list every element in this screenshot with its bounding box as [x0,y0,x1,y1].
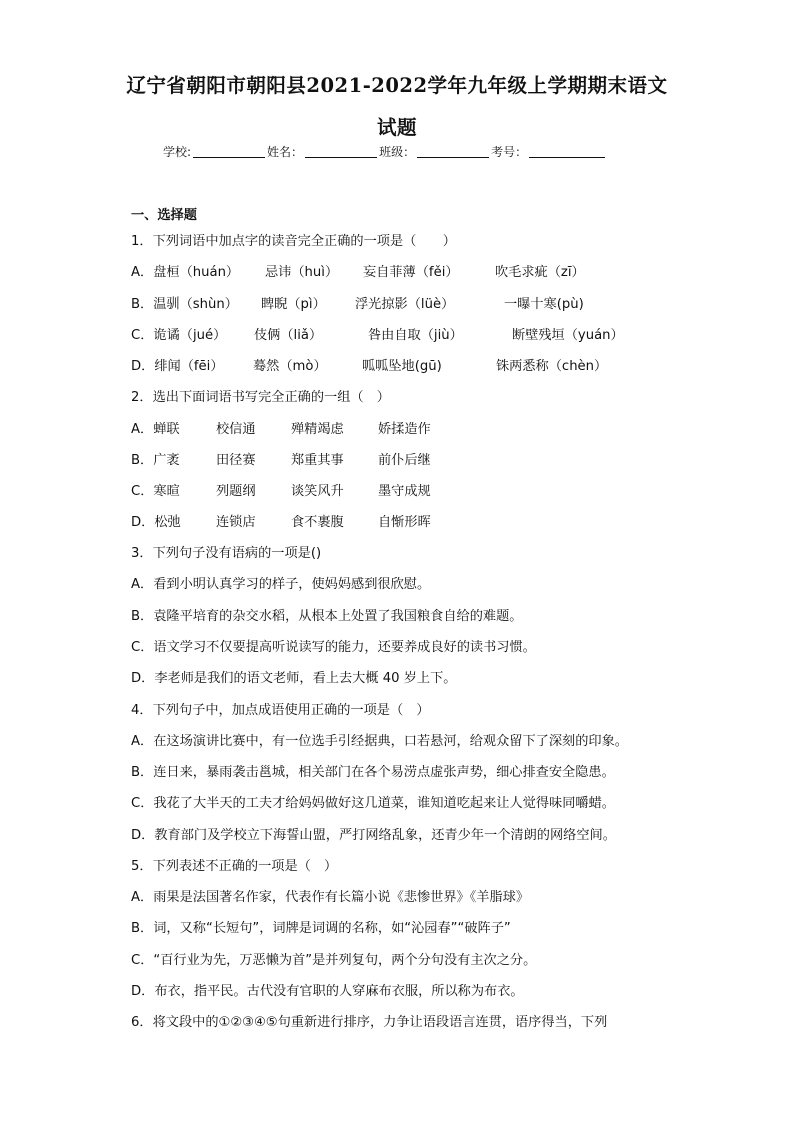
q1-d-item-4: 铢两悉称（chèn） [496,359,608,374]
question-1-stem: 1．下列词语中加点字的读音完全正确的一项是（ ） [131,234,456,249]
q2-a-item-2: 校信通 [216,422,256,437]
q2-d-item-3: 食不裹腹 [291,515,344,530]
name-blank[interactable] [305,145,377,158]
question-6-stem: 6．将文段中的①②③④⑤句重新进行排序，力争让语段语言连贯，语序得当，下列 [131,1015,608,1030]
q4-option-b: B．连日来，暴雨袭击邕城，相关部门在各个易涝点虚张声势，细心排查安全隐患。 [131,765,615,780]
q3-option-c: C．语文学习不仅要提高听说读写的能力，还要养成良好的读书习惯。 [131,640,536,655]
q2-a-item-1: A．蝉联 [131,422,180,437]
q1-b-item-1: B．温驯（shùn） [131,297,238,312]
question-4-stem: 4．下列句子中，加点成语使用正确的一项是（ ） [131,703,430,718]
student-info-line [163,143,607,160]
q2-a-item-4: 娇揉造作 [378,422,431,437]
q1-c-item-1: C．诡谲（jué） [131,328,227,343]
q2-d-item-1: D．松弛 [131,515,181,530]
class-blank[interactable] [417,145,489,158]
q2-b-item-4: 前仆后继 [378,453,431,468]
q5-option-c: C．“百行业为先，万恶懒为首”是并列复句，两个分句没有主次之分。 [131,953,537,968]
question-5-stem: 5．下列表述不正确的一项是（ ） [131,859,338,874]
class-label: 班级： [379,145,416,159]
q1-a-item-4: 吹毛求疵（zī） [495,265,585,280]
question-2-stem: 2．选出下面词语书写完全正确的一组（ ） [131,390,390,405]
q2-d-item-2: 连锁店 [216,515,256,530]
school-label: 学校: [163,145,192,159]
school-blank[interactable] [193,145,265,158]
q1-b-item-3: 浮光掠影（lüè） [355,297,455,312]
q5-option-b: B．词，又称“长短句”，词牌是词调的名称，如“沁园春”“破阵子” [131,921,511,936]
q4-option-d: D．教育部门及学校立下海誓山盟，严打网络乱象，还青少年一个清朗的网络空间。 [131,828,616,843]
q1-c-item-3: 咎由自取（jiù） [368,328,463,343]
q2-b-item-3: 郑重其事 [291,453,344,468]
q1-a-item-2: 忌讳（huì） [265,265,339,280]
q1-d-item-1: D．绯闻（fēi） [131,359,224,374]
q1-b-item-4: 一曝十寒(pù) [504,297,584,312]
q2-c-item-4: 墨守成规 [378,484,431,499]
exam-title: 辽宁省朝阳市朝阳县2021-2022学年九年级上学期期末语文 [126,74,668,97]
number-blank[interactable] [529,145,605,158]
q1-c-item-4: 断壁残垣（yuán） [512,328,624,343]
q2-a-item-3: 殚精竭虑 [291,422,344,437]
exam-title-continued: 试题 [376,116,417,139]
q1-b-item-2: 睥睨（pì） [261,297,326,312]
q1-d-item-2: 蓦然（mò） [253,359,327,374]
q2-b-item-2: 田径赛 [216,453,256,468]
q3-option-d: D．李老师是我们的语文老师，看上去大概 40 岁上下。 [131,671,457,686]
name-label: 姓名： [267,145,304,159]
q2-d-item-4: 自惭形晖 [378,515,431,530]
q2-c-item-2: 列题纲 [216,484,256,499]
q1-a-item-1: A．盘桓（huán） [131,265,240,280]
q4-option-c: C．我花了大半天的工夫才给妈妈做好这几道菜，谁知道吃起来让人觉得味同嚼蜡。 [131,796,615,811]
q1-c-item-2: 伎俩（liǎ） [254,328,323,343]
q1-d-item-3: 呱呱坠地(gū) [362,359,442,374]
q2-b-item-1: B．广袤 [131,453,180,468]
section-heading: 一、选择题 [131,208,197,223]
q1-a-item-3: 妄自菲薄（fěi） [363,265,459,280]
q5-option-d: D．布衣，指平民。古代没有官职的人穿麻布衣服，所以称为布衣。 [131,984,524,999]
q4-option-a: A．在这场演讲比赛中，有一位选手引经据典，口若悬河，给观众留下了深刻的印象。 [131,734,628,749]
question-3-stem: 3．下列句子没有语病的一项是() [131,546,322,561]
q2-c-item-1: C．寒暄 [131,484,180,499]
q3-option-b: B．袁隆平培育的杂交水稻，从根本上处置了我国粮食自给的难题。 [131,609,523,624]
q3-option-a: A．看到小明认真学习的样子，使妈妈感到很欣慰。 [131,577,431,592]
number-label: 考号： [491,145,528,159]
q2-c-item-3: 谈笑风升 [291,484,344,499]
q5-option-a: A．雨果是法国著名作家，代表作有长篇小说《悲惨世界》《羊脂球》 [131,890,530,905]
